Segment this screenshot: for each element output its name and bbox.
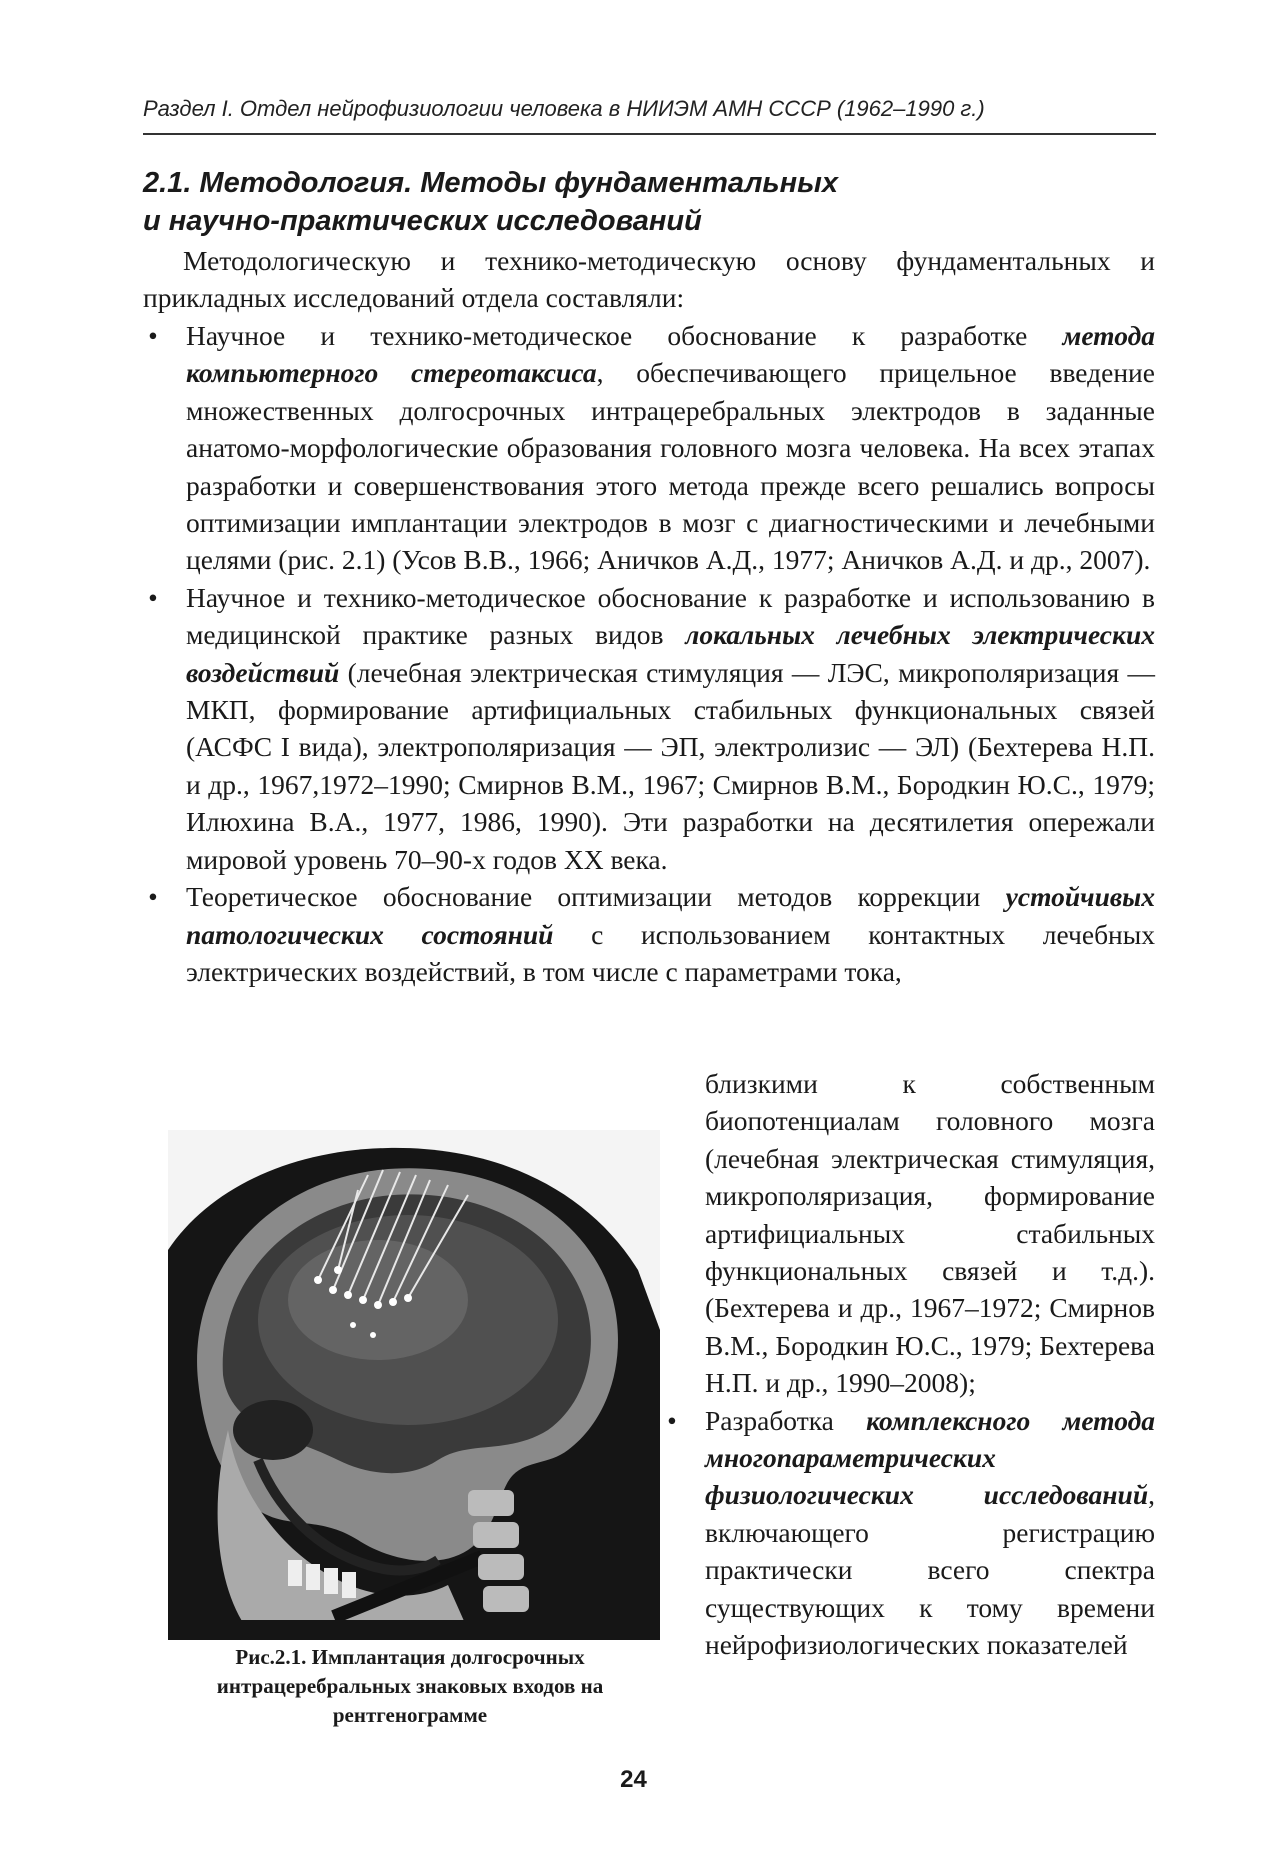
bullet-marker: • [667,1404,677,1436]
header-rule [143,133,1156,135]
bullet-text: Разработка [705,1404,867,1436]
section-title-line-1: 2.1. Методология. Методы фундаментальных [143,167,839,199]
figure-caption: Рис.2.1. Имплантация долгосрочных интрацеребральных знаковых входов на рентгенограмме [216,1645,604,1727]
bullet-text: Научное и технико-методическое обоснование к разработке [186,320,1063,351]
bullet-text: Научное и технико-методическое обоснование к разработке и использованию в медицинской практике разных видов [186,581,1155,651]
bullet-text: , обеспечивающего прицельное введение множественных долгосрочных интрацеребральных электродов в заданные анатомо-морфологические образования головного мозга человека. На всех этапах разработки и совершенствования этого метода прежде всего решались вопросы оптимизации имплантации электродов в мозг с диагностическими и лечебными целями (рис. 2.1) (Усов В.В., 1966; Аничков А.Д., 1977; Аничков А.Д. и др., 2007). [186,357,1155,576]
bullet-item-stereotaxis [143,317,1155,579]
emphasis-term: метода компьютерного стереотаксиса [186,320,1155,389]
running-head: Раздел I. Отдел нейрофизиологии человека в НИИЭМ АМН СССР (1962–1990 г.) [143,96,985,121]
xray-skull-figure [168,1130,660,1640]
bullet-marker: • [148,881,158,913]
bullet-list [143,317,1155,990]
section-title-line-2: и научно-практических исследований [143,205,702,237]
bullet-continuation: близкими к собственным биопотенциалам головного мозга (лечебная электрическая стимуляция, микрополяризация, формирование артифициальных стабильных функциональных связей и т.д.). (Бехтерева и др., 1967–1972; Смирнов В.М., Бородкин Ю.С., 1979; Бехтерева Н.П. и др., 1990–2008); [705,1068,1155,1399]
bullet-marker: • [148,320,158,351]
intro-paragraph: Методологическую и технико-методическую основу фундаментальных и прикладных исследований отдела составляли: [143,245,1155,314]
bullet-marker: • [148,581,158,613]
bullet-text: , включающего регистрацию практически всего спектра существующих к тому времени нейрофизиологических показателей [705,1479,1155,1661]
right-column [667,1065,1155,1664]
emphasis-term: локальных лечебных электрических воздействий [186,619,1155,688]
emphasis-term: устойчивых патологических состояний [186,881,1155,950]
section-title [143,164,1153,240]
page-number: 24 [620,1766,647,1793]
bullet-item-multiparametric [667,1402,1155,1664]
bullet-text: Теоретическое обоснование оптимизации методов коррекции [186,881,1006,913]
emphasis-term: комплексного метода многопараметрических физиологических исследований [705,1404,1155,1511]
bullet-text: (лечебная электрическая стимуляция — ЛЭС, микрополяризация — МКП, формирование артифициальных стабильных функциональных связей (АСФС I вида), электрополяризация — ЭП, электролизис — ЭЛ) (Бехтерева Н.П. и др., 1967,1972–1990; Смирнов В.М., 1967; Смирнов В.М., Бородкин Ю.С., 1979; Илюхина В.А., 1977, 1986, 1990). Эти разработки на десятилетия опережали мировой уровень 70–90-х годов XX века. [186,656,1155,875]
bullet-text: с использованием контактных лечебных электрических воздействий, в том числе с параметрами тока, [186,918,1156,987]
bullet-item-electrical-stimulation [143,579,1155,878]
bullet-item-pathological-states [143,878,1155,990]
